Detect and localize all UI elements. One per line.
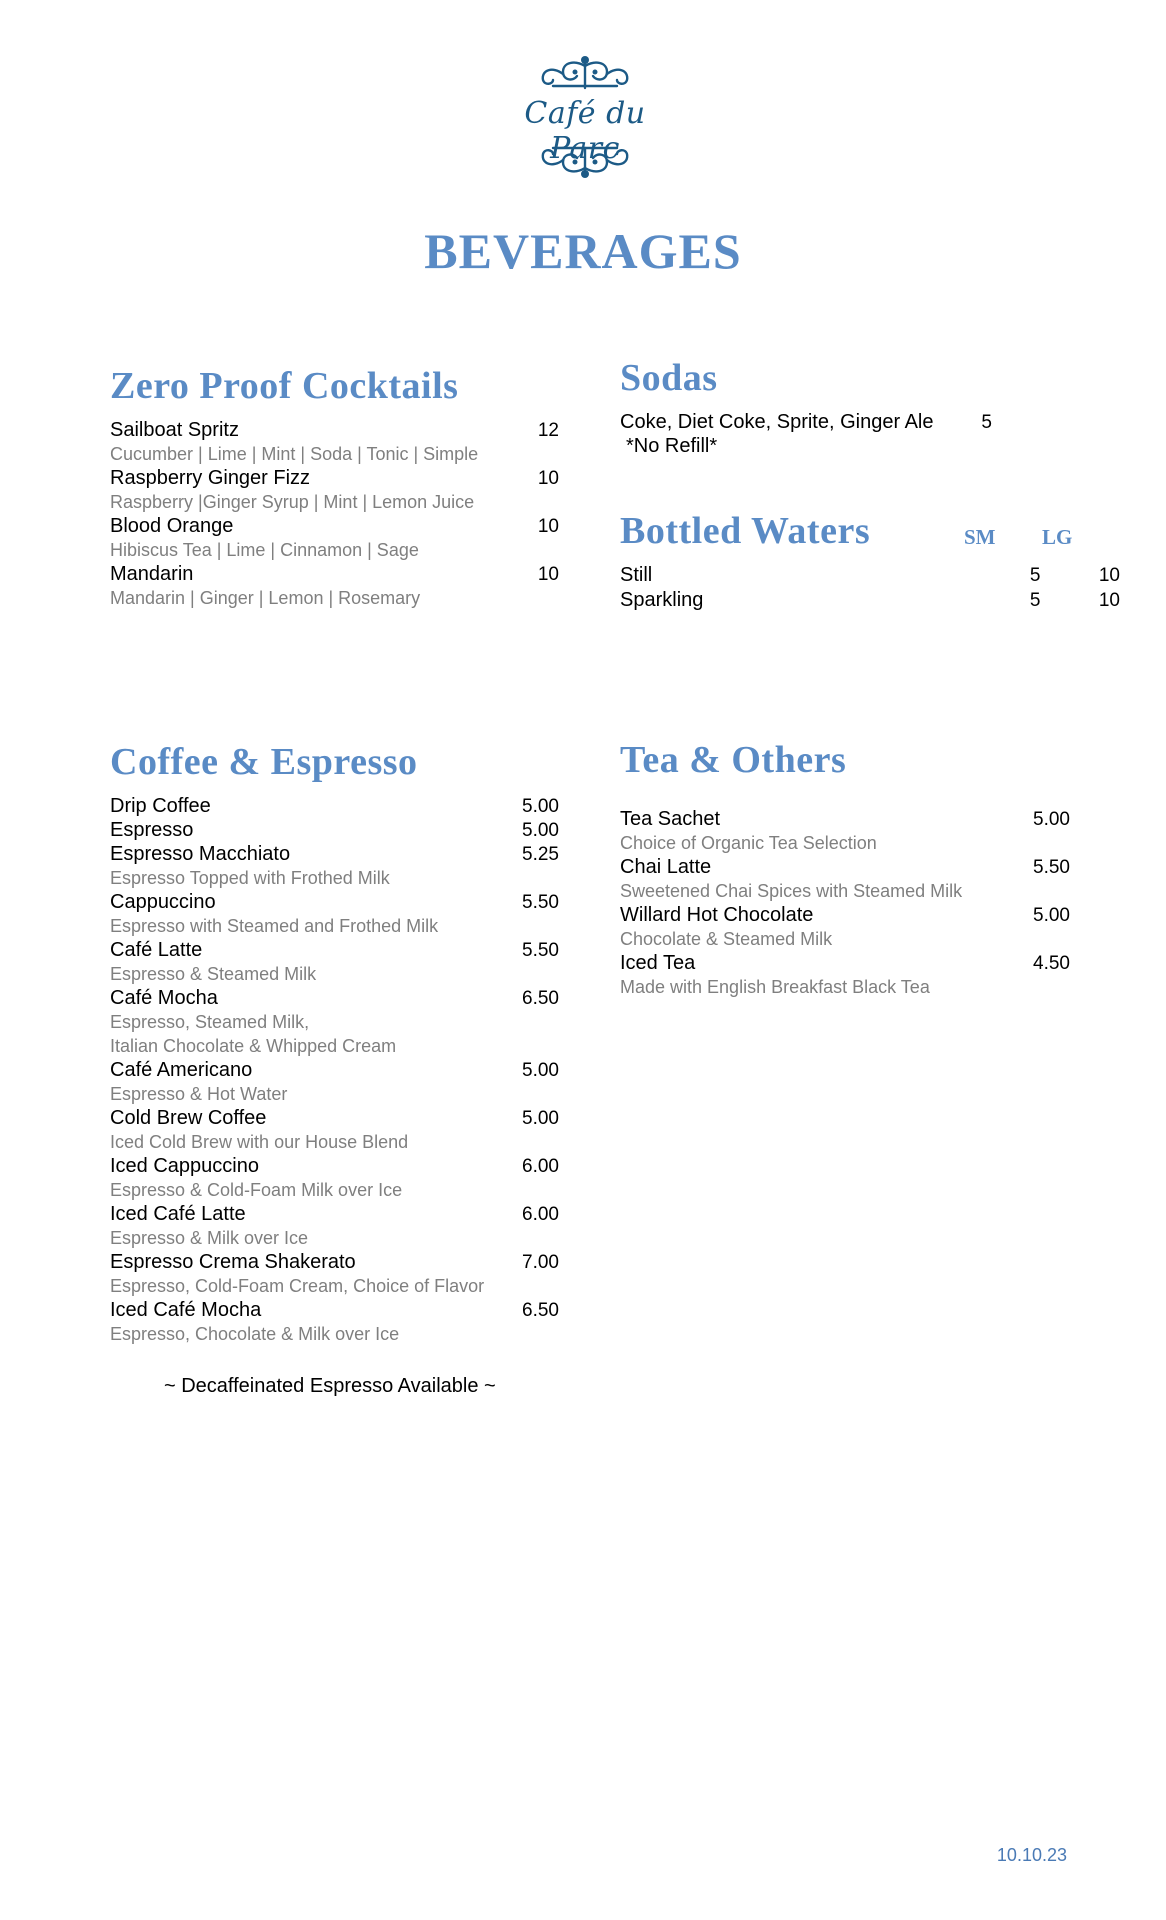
bottled-waters-list <box>620 563 1120 613</box>
item-description: Iced Cold Brew with our House Blend <box>110 1132 409 1152</box>
item-price: 5.00 <box>522 820 559 841</box>
menu-item <box>620 855 1070 903</box>
item-price: 10 <box>537 468 559 489</box>
zero-proof-title: Zero Proof Cocktails <box>110 365 459 407</box>
item-price: 5.50 <box>522 892 559 913</box>
item-name: Drip Coffee <box>110 795 211 817</box>
sodas-row <box>620 410 992 434</box>
page-title: BEVERAGES <box>424 223 742 279</box>
menu-item-row <box>620 951 1070 975</box>
item-price: 12 <box>537 420 559 441</box>
item-price: 6.00 <box>522 1204 559 1225</box>
menu-item-row <box>110 842 559 866</box>
item-name: Café Americano <box>110 1059 253 1081</box>
menu-item-row <box>110 986 559 1010</box>
item-description: Made with English Breakfast Black Tea <box>620 977 930 997</box>
item-description: Espresso & Steamed Milk <box>110 964 317 984</box>
menu-item-row <box>110 890 559 914</box>
item-description: Choice of Organic Tea Selection <box>620 833 877 853</box>
water-name: Sparkling <box>620 589 704 611</box>
menu-item-row <box>620 807 1070 831</box>
item-description: Sweetened Chai Spices with Steamed Milk <box>620 881 963 901</box>
item-name: Sailboat Spritz <box>110 419 239 441</box>
water-price-lg: 10 <box>1098 565 1120 586</box>
menu-item-row <box>110 1298 559 1322</box>
water-price-sm: 5 <box>1029 590 1041 611</box>
menu-item-row <box>110 1058 559 1082</box>
water-price-sm: 5 <box>1029 565 1041 586</box>
water-col-lg: LG <box>1042 525 1073 549</box>
menu-item-row <box>110 514 559 538</box>
menu-item-row <box>110 466 559 490</box>
item-name: Iced Café Mocha <box>110 1299 262 1321</box>
item-name: Blood Orange <box>110 515 234 537</box>
item-name: Café Mocha <box>110 987 218 1009</box>
menu-item <box>110 986 559 1058</box>
item-description: Espresso with Steamed and Frothed Milk <box>110 916 439 936</box>
menu-item <box>110 842 559 890</box>
menu-item <box>110 1298 559 1346</box>
item-name: Mandarin <box>110 563 194 585</box>
menu-item-row <box>110 418 559 442</box>
tea-others-title: Tea & Others <box>620 739 847 781</box>
menu-item-row <box>620 855 1070 879</box>
sodas-line: Coke, Diet Coke, Sprite, Ginger Ale <box>620 411 934 433</box>
item-description: Espresso, Cold-Foam Cream, Choice of Flavor <box>110 1276 485 1296</box>
item-name: Iced Tea <box>620 952 696 974</box>
menu-item-row <box>110 1202 559 1226</box>
menu-item <box>620 807 1070 855</box>
item-price: 5.00 <box>522 1108 559 1129</box>
decaf-note: ~ Decaffeinated Espresso Available ~ <box>164 1375 496 1397</box>
item-name: Espresso Macchiato <box>110 843 291 865</box>
coffee-espresso-title: Coffee & Espresso <box>110 741 418 783</box>
menu-item <box>110 418 559 466</box>
item-description: Espresso & Hot Water <box>110 1084 288 1104</box>
item-description: Chocolate & Steamed Milk <box>620 929 833 949</box>
item-name: Raspberry Ginger Fizz <box>110 467 311 489</box>
menu-item <box>620 903 1070 951</box>
menu-item-row <box>110 1106 559 1130</box>
menu-item-row <box>110 818 559 842</box>
item-description: Cucumber | Lime | Mint | Soda | Tonic | Simple <box>110 444 479 464</box>
menu-item-row <box>110 938 559 962</box>
water-col-sm: SM <box>964 525 996 549</box>
item-price: 5.00 <box>522 1060 559 1081</box>
menu-item <box>110 1250 559 1298</box>
item-price: 4.50 <box>1033 953 1070 974</box>
item-description: Espresso, Chocolate & Milk over Ice <box>110 1324 400 1344</box>
item-price: 10 <box>537 516 559 537</box>
item-name: Tea Sachet <box>620 808 721 830</box>
item-name: Cappuccino <box>110 891 216 913</box>
sodas-note: *No Refill* <box>626 435 718 457</box>
menu-item <box>110 466 559 514</box>
menu-item <box>110 938 559 986</box>
menu-item <box>620 951 1070 999</box>
water-name: Still <box>620 564 653 586</box>
tea-others-list <box>620 807 1070 999</box>
sodas-title: Sodas <box>620 357 718 399</box>
item-name: Espresso Crema Shakerato <box>110 1251 356 1273</box>
item-description: Hibiscus Tea | Lime | Cinnamon | Sage <box>110 540 419 560</box>
menu-item-row <box>110 562 559 586</box>
sodas-note-row <box>620 434 992 458</box>
menu-item-row <box>110 1154 559 1178</box>
sodas-block <box>620 410 992 458</box>
menu-item <box>110 1154 559 1202</box>
item-name: Espresso <box>110 819 194 841</box>
revision-date: 10.10.23 <box>996 1845 1067 1865</box>
item-description: Espresso & Cold-Foam Milk over Ice <box>110 1180 403 1200</box>
menu-item <box>110 1058 559 1106</box>
item-price: 6.00 <box>522 1156 559 1177</box>
item-price: 10 <box>537 564 559 585</box>
zero-proof-list <box>110 418 559 610</box>
item-name: Café Latte <box>110 939 203 961</box>
item-price: 6.50 <box>522 988 559 1009</box>
logo-text: Café du Parc <box>524 96 646 166</box>
menu-item-row <box>110 794 559 818</box>
item-price: 5.50 <box>522 940 559 961</box>
menu-item <box>110 562 559 610</box>
menu-item <box>110 514 559 562</box>
item-price: 5.00 <box>1033 809 1070 830</box>
item-price: 5.00 <box>1033 905 1070 926</box>
item-name: Iced Café Latte <box>110 1203 246 1225</box>
bottled-waters-title: Bottled Waters <box>620 510 871 552</box>
item-description: Espresso Topped with Frothed Milk <box>110 868 390 888</box>
menu-item <box>110 818 559 842</box>
item-price: 5.50 <box>1033 857 1070 878</box>
menu-item <box>110 1106 559 1154</box>
item-name: Chai Latte <box>620 856 712 878</box>
item-price: 5.00 <box>522 796 559 817</box>
menu-item <box>110 794 559 818</box>
item-price: 5.25 <box>522 844 559 865</box>
water-price-lg: 10 <box>1098 590 1120 611</box>
item-price: 7.00 <box>522 1252 559 1273</box>
item-description: Mandarin | Ginger | Lemon | Rosemary <box>110 588 421 608</box>
water-row <box>620 588 1120 613</box>
menu-item-row <box>620 903 1070 927</box>
cafe-du-parc-logo <box>505 52 665 182</box>
item-name: Cold Brew Coffee <box>110 1107 267 1129</box>
item-description: Italian Chocolate & Whipped Cream <box>110 1036 397 1056</box>
item-description: Raspberry |Ginger Syrup | Mint | Lemon Juice <box>110 492 475 512</box>
item-name: Willard Hot Chocolate <box>620 904 814 926</box>
item-description: Espresso, Steamed Milk, <box>110 1012 310 1032</box>
menu-item <box>110 1202 559 1250</box>
item-description: Espresso & Milk over Ice <box>110 1228 309 1248</box>
menu-item <box>110 890 559 938</box>
item-price: 6.50 <box>522 1300 559 1321</box>
item-name: Iced Cappuccino <box>110 1155 259 1177</box>
sodas-price: 5 <box>981 412 992 433</box>
menu-item-row <box>110 1250 559 1274</box>
coffee-espresso-list <box>110 794 559 1346</box>
water-row <box>620 563 1120 588</box>
